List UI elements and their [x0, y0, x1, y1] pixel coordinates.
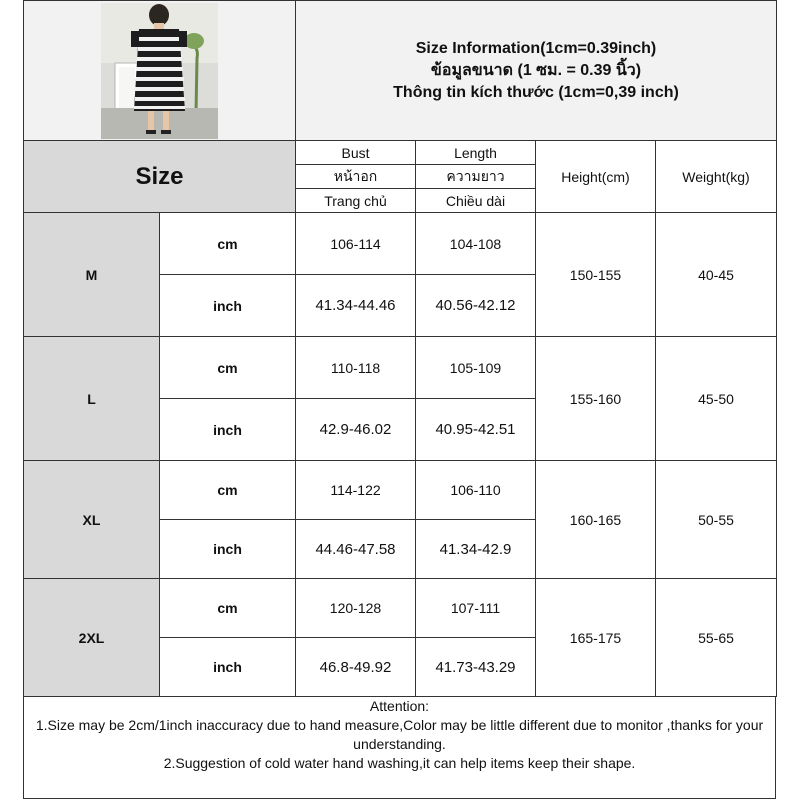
length-cm-value: 107-111 [416, 579, 536, 638]
unit-cm: cm [160, 337, 296, 399]
size-info-title-cell [296, 1, 777, 141]
size-label-xl: XL [24, 461, 160, 579]
bust-header-vi: Trang chủ [296, 189, 416, 213]
length-cm-value: 106-110 [416, 461, 536, 520]
unit-cm: cm [160, 461, 296, 520]
bust-cm-value: 110-118 [296, 337, 416, 399]
table-row [24, 213, 777, 275]
bust-inch-value: 44.46-47.58 [296, 520, 416, 579]
length-cm-value: 105-109 [416, 337, 536, 399]
height-value: 165-175 [536, 579, 656, 697]
table-row [24, 461, 777, 520]
weight-value: 50-55 [656, 461, 777, 579]
height-value: 150-155 [536, 213, 656, 337]
weight-value: 40-45 [656, 213, 777, 337]
bust-cm-value: 106-114 [296, 213, 416, 275]
bust-cm-value: 120-128 [296, 579, 416, 638]
size-info-title-th: ข้อมูลขนาด (1 ซม. = 0.39 นิ้ว) [430, 61, 642, 79]
length-inch-value: 40.95-42.51 [416, 399, 536, 461]
length-inch-value: 41.73-43.29 [416, 638, 536, 697]
bust-cm-value: 114-122 [296, 461, 416, 520]
size-label-l: L [24, 337, 160, 461]
length-header-en: Length [416, 141, 536, 165]
height-value: 160-165 [536, 461, 656, 579]
table-row [24, 579, 777, 638]
product-photo-cell [24, 1, 296, 141]
size-header: Size [24, 141, 296, 213]
bust-inch-value: 46.8-49.92 [296, 638, 416, 697]
bust-header-en: Bust [296, 141, 416, 165]
length-inch-value: 41.34-42.9 [416, 520, 536, 579]
unit-inch: inch [160, 638, 296, 697]
size-chart-table [23, 0, 777, 697]
unit-inch: inch [160, 520, 296, 579]
attention-line-2: 2.Suggestion of cold water hand washing,it can help items keep their shape. [163, 755, 636, 771]
unit-cm: cm [160, 579, 296, 638]
bust-inch-value: 41.34-44.46 [296, 275, 416, 337]
height-value: 155-160 [536, 337, 656, 461]
bust-inch-value: 42.9-46.02 [296, 399, 416, 461]
unit-inch: inch [160, 275, 296, 337]
attention-title: Attention: [369, 698, 430, 714]
weight-value: 55-65 [656, 579, 777, 697]
length-cm-value: 104-108 [416, 213, 536, 275]
attention-notes [23, 697, 776, 799]
size-label-2xl: 2XL [24, 579, 160, 697]
length-header-th: ความยาว [416, 165, 536, 189]
height-header: Height(cm) [536, 141, 656, 213]
length-header-vi: Chiều dài [416, 189, 536, 213]
bust-header-th: หน้าอก [296, 165, 416, 189]
size-info-title-en: Size Information(1cm=0.39inch) [415, 39, 657, 57]
weight-value: 45-50 [656, 337, 777, 461]
size-label-m: M [24, 213, 160, 337]
unit-cm: cm [160, 213, 296, 275]
size-info-title-vi: Thông tin kích thước (1cm=0,39 inch) [393, 83, 679, 101]
weight-header: Weight(kg) [656, 141, 777, 213]
length-inch-value: 40.56-42.12 [416, 275, 536, 337]
striped-dress-photo [101, 3, 218, 139]
unit-inch: inch [160, 399, 296, 461]
attention-line-1: 1.Size may be 2cm/1inch inaccuracy due to hand measure,Color may be little different due to monitor ,thanks for your understanding. [35, 717, 764, 752]
table-row [24, 337, 777, 399]
